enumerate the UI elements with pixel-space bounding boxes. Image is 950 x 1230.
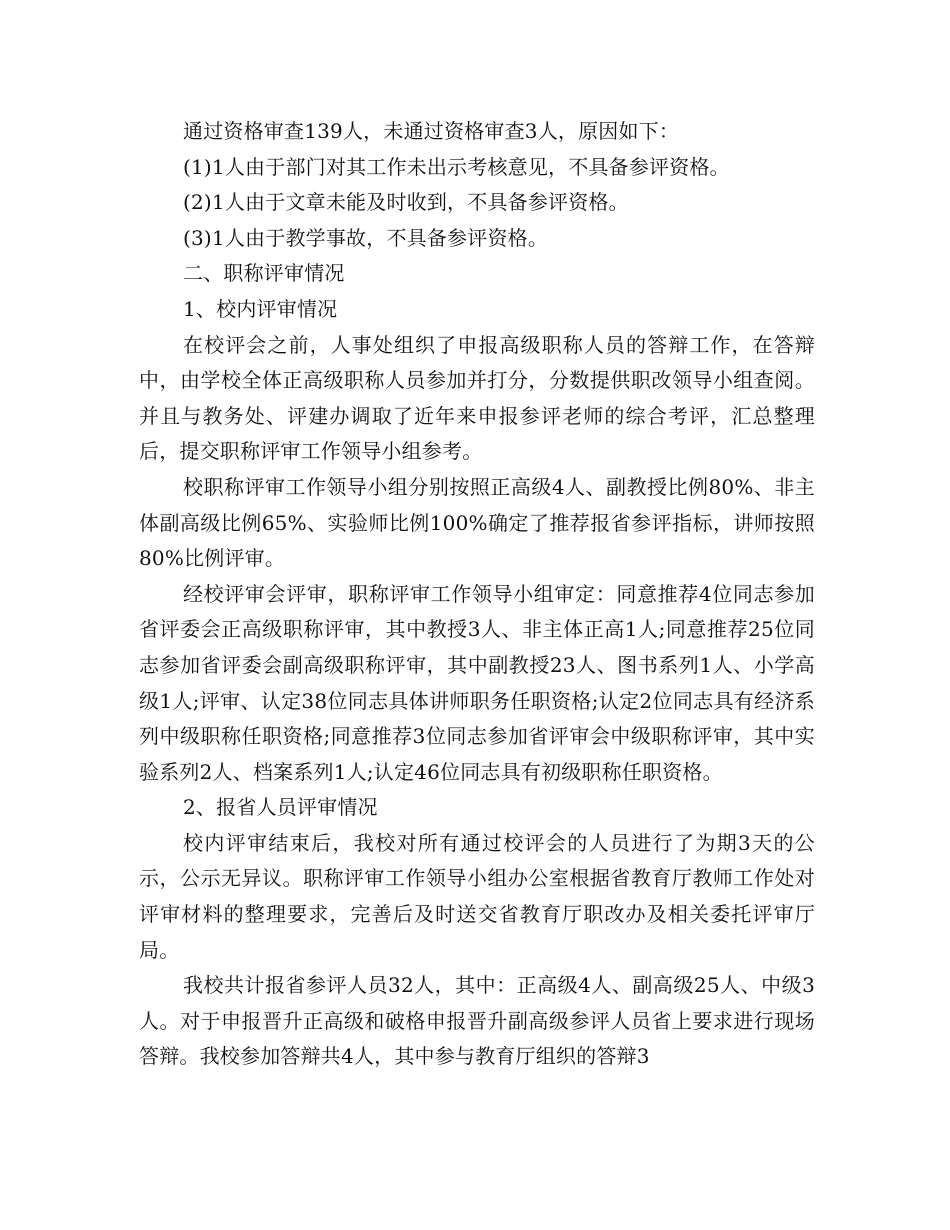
subsection-heading-provincial-review: 2、报省人员评审情况: [183, 795, 378, 820]
paragraph-defense-process: 在校评会之前，人事处组织了申报高级职称人员的答辩工作，在答辩中，由学校全体正高级职称人员参加并打分，分数提供职改领导小组查阅。并且与教务处、评建办调取了近年来申报参评老师的综合考评，汇总整理后，提交职称评审工作领导小组参考。: [139, 332, 815, 464]
paragraph-reason-2: (2)1人由于文章未能及时收到，不具备参评资格。: [183, 190, 629, 215]
paragraph-review-results: 经校评审会评审，职称评审工作领导小组审定：同意推荐4位同志参加省评委会正高级职称评审，其中教授3人、非主体正高1人;同意推荐25位同志参加省评委会副高级职称评审，其中副教授23人、图书系列1人、小学高级1人;评审、认定38位同志具体讲师职务任职资格;认定2位同志具有经济系列中级职称任职资格;同意推荐3位同志参加省评审会中级职称评审，其中实验系列2人、档案系列1人;认定46位同志具有初级职称任职资格。: [139, 581, 815, 784]
paragraph-publicity: 校内评审结束后，我校对所有通过校评会的人员进行了为期3天的公示，公示无异议。职称评审工作领导小组办公室根据省教育厅教师工作处对评审材料的整理要求，完善后及时送交省教育厅职改办及相关委托评审厅局。: [139, 830, 815, 962]
paragraph-reason-3: (3)1人由于教学事故，不具备参评资格。: [183, 225, 549, 250]
subsection-heading-internal-review: 1、校内评审情况: [183, 296, 338, 321]
paragraph-ratio-criteria: 校职称评审工作领导小组分别按照正高级4人、副教授比例80%、非主体副高级比例65%、实验师比例100%确定了推荐报省参评指标，讲师按照80%比例评审。: [139, 474, 815, 571]
document-body: [139, 114, 815, 1075]
paragraph-qualification-summary: 通过资格审查139人，未通过资格审查3人，原因如下：: [183, 119, 680, 143]
paragraph-reason-1: (1)1人由于部门对其工作未出示考核意见，不具备参评资格。: [183, 154, 730, 179]
section-heading-title-review: 二、职称评审情况: [183, 261, 345, 286]
paragraph-provincial-summary: 我校共计报省参评人员32人，其中：正高级4人、副高级25人、中级3人。对于申报晋升正高级和破格申报晋升副高级参评人员省上要求进行现场答辩。我校参加答辩共4人，其中参与教育厅组织的答辩3: [139, 973, 815, 1069]
